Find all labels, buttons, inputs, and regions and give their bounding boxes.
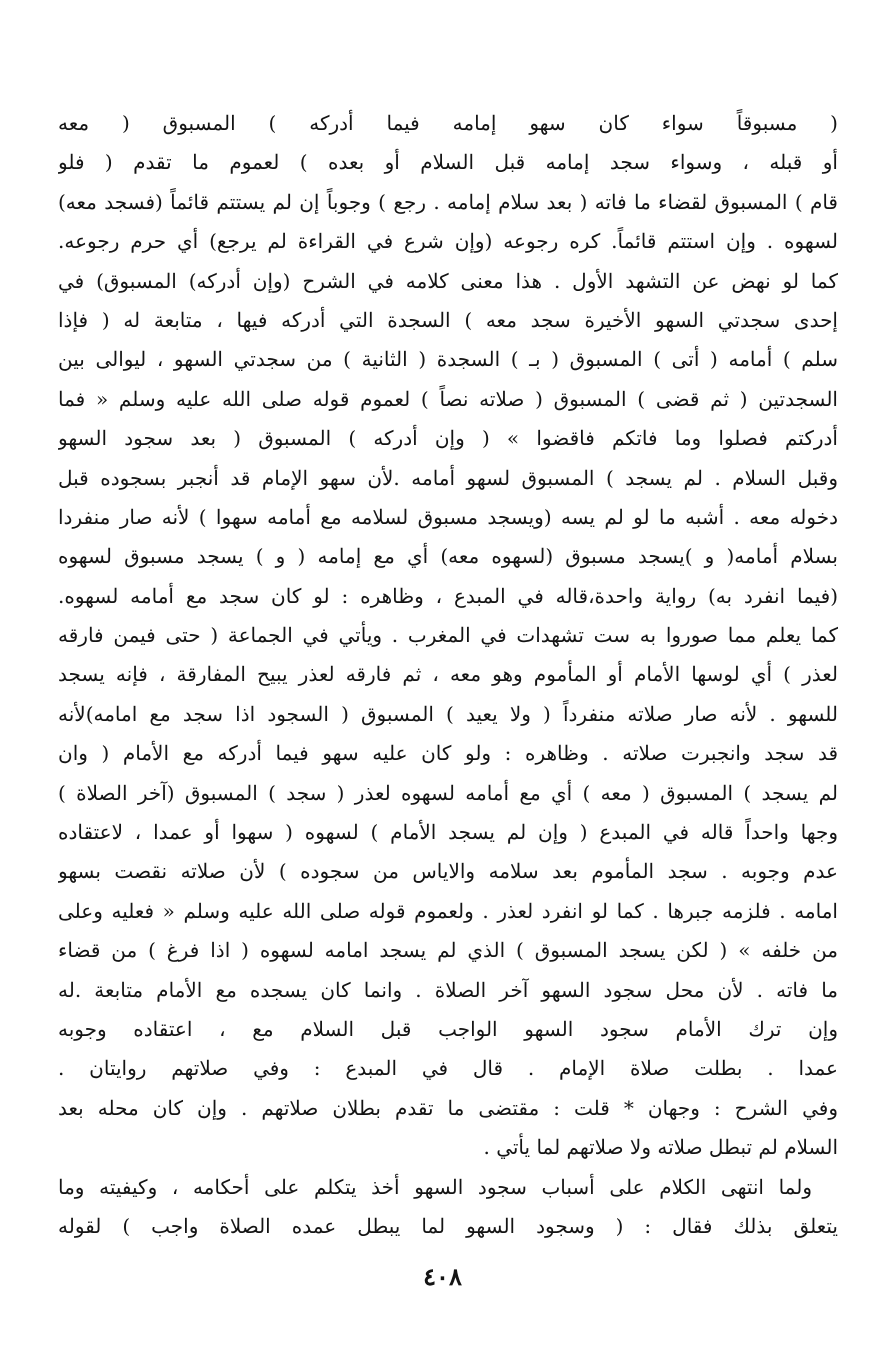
text-line: كما يعلم مما صوروا به ست تشهدات في المغرب . ويأتي في الجماعة ( حتى فيمن فارقه bbox=[58, 623, 838, 648]
text-line: ما فاته . لأن محل سجود السهو آخر الصلاة . وانما كان يسجده مع الأمام متابعة .له bbox=[58, 977, 838, 1002]
text-line: للسهو . لأنه صار صلاته منفرداً ( ولا يعيد ) المسبوق ( السجود اذا سجد مع امامه)لأنه bbox=[58, 701, 838, 726]
text-line: وقبل السلام . لم يسجد ) المسبوق لسهو أمامه .لأن سهو الإمام قد أنجبر بسجوده قبل bbox=[58, 465, 838, 490]
text-line: من خلفه » ( لكن يسجد المسبوق ) الذي لم يسجد امامه لسهوه ( اذا فرغ ) من قضاء bbox=[58, 938, 838, 963]
text-line: وجها واحداً قاله في المبدع ( وإن لم يسجد الأمام ) لسهوه ( سهوا أو عمدا ، لاعتقاده bbox=[58, 820, 838, 845]
text-line: سلم ) أمامه ( أتى ) المسبوق ( بـ ) السجدة ( الثانية ) من سجدتي السهو ، ليوالى بين bbox=[58, 347, 838, 372]
paragraph-start-line: ولما انتهى الكلام على أسباب سجود السهو أخذ يتكلم على أحكامه ، وكيفيته وما bbox=[58, 1174, 812, 1199]
text-line: بسلام أمامه( و )يسجد مسبوق (لسهوه معه) أي مع إمامه ( و ) يسجد مسبوق لسهوه bbox=[58, 544, 838, 569]
document-body bbox=[58, 104, 838, 1246]
text-line: لعذر ) أي لوسها الأمام أو المأموم وهو معه ، ثم فارقه لعذر يبيح المفارقة ، فإنه يسجد bbox=[58, 662, 838, 687]
text-line: عمدا . بطلت صلاة الإمام . قال في المبدع : وفي صلاتهم روايتان . bbox=[58, 1056, 838, 1081]
paragraph-end-line: السلام لم تبطل صلاته ولا صلاتهم لما يأتي . bbox=[483, 1135, 838, 1160]
page-number: ٤٠٨ bbox=[423, 1262, 462, 1291]
text-line: قد سجد وانجبرت صلاته . وظاهره : ولو كان عليه سهو فيما أدركه مع الأمام ( وان bbox=[58, 741, 838, 766]
text-line: وإن ترك الأمام سجود السهو الواجب قبل السلام مع ، اعتقاده وجوبه bbox=[58, 1016, 838, 1041]
text-line: أو قبله ، وسواء سجد إمامه قبل السلام أو بعده ) لعموم ما تقدم ( فلو bbox=[58, 150, 838, 175]
text-line: امامه . فلزمه جبرها . كما لو انفرد لعذر . ولعموم قوله صلى الله عليه وسلم « فعليه وعلى bbox=[58, 898, 838, 923]
text-line: دخوله معه . أشبه ما لو لم يسه (ويسجد مسبوق لسلامه مع أمامه سهوا ) لأنه صار منفردا bbox=[58, 504, 838, 529]
text-line: لسهوه . وإن استتم قائماً. كره رجوعه (وإن شرع في القراءة لم يرجع) أي حرم رجوعه. bbox=[58, 229, 838, 254]
text-line: أدركتم فصلوا وما فاتكم فاقضوا » ( وإن أدركه ) المسبوق ( بعد سجود السهو bbox=[58, 426, 838, 451]
text-line: قام ) المسبوق لقضاء ما فاته ( بعد سلام إمامه . رجع ) وجوباً إن لم يستتم قائماً (فسجد معه) bbox=[58, 189, 838, 214]
text-line: يتعلق بذلك فقال : ( وسجود السهو لما يبطل عمده الصلاة واجب ) لقوله bbox=[58, 1213, 838, 1238]
text-line: عدم وجوبه . سجد المأموم بعد سلامه والاياس من سجوده ) لأن صلاته نقصت بسهو bbox=[58, 859, 838, 884]
text-line: كما لو نهض عن التشهد الأول . هذا معنى كلامه في الشرح (وإن أدركه) المسبوق) في bbox=[58, 268, 838, 293]
text-line: لم يسجد ) المسبوق ( معه ) أي مع أمامه لسهوه لعذر ( سجد ) المسبوق (آخر الصلاة ) bbox=[58, 780, 838, 805]
text-line: ( مسبوقاً سواء كان سهو إمامه فيما أدركه ) المسبوق ( معه bbox=[58, 111, 838, 135]
text-line: إحدى سجدتي السهو الأخيرة سجد معه ) السجدة التي أدركه فيها ، متابعة له ( فإذا bbox=[58, 307, 838, 332]
text-line: السجدتين ( ثم قضى ) المسبوق ( صلاته نصاً ) لعموم قوله صلى الله عليه وسلم « فما bbox=[58, 386, 838, 411]
text-line: (فيما انفرد به) رواية واحدة،قاله في المبدع ، وظاهره : لو كان سجد مع أمامه لسهوه. bbox=[58, 583, 838, 608]
text-line: وفي الشرح : وجهان * قلت : مقتضى ما تقدم بطلان صلاتهم . وإن كان محله بعد bbox=[58, 1095, 838, 1120]
